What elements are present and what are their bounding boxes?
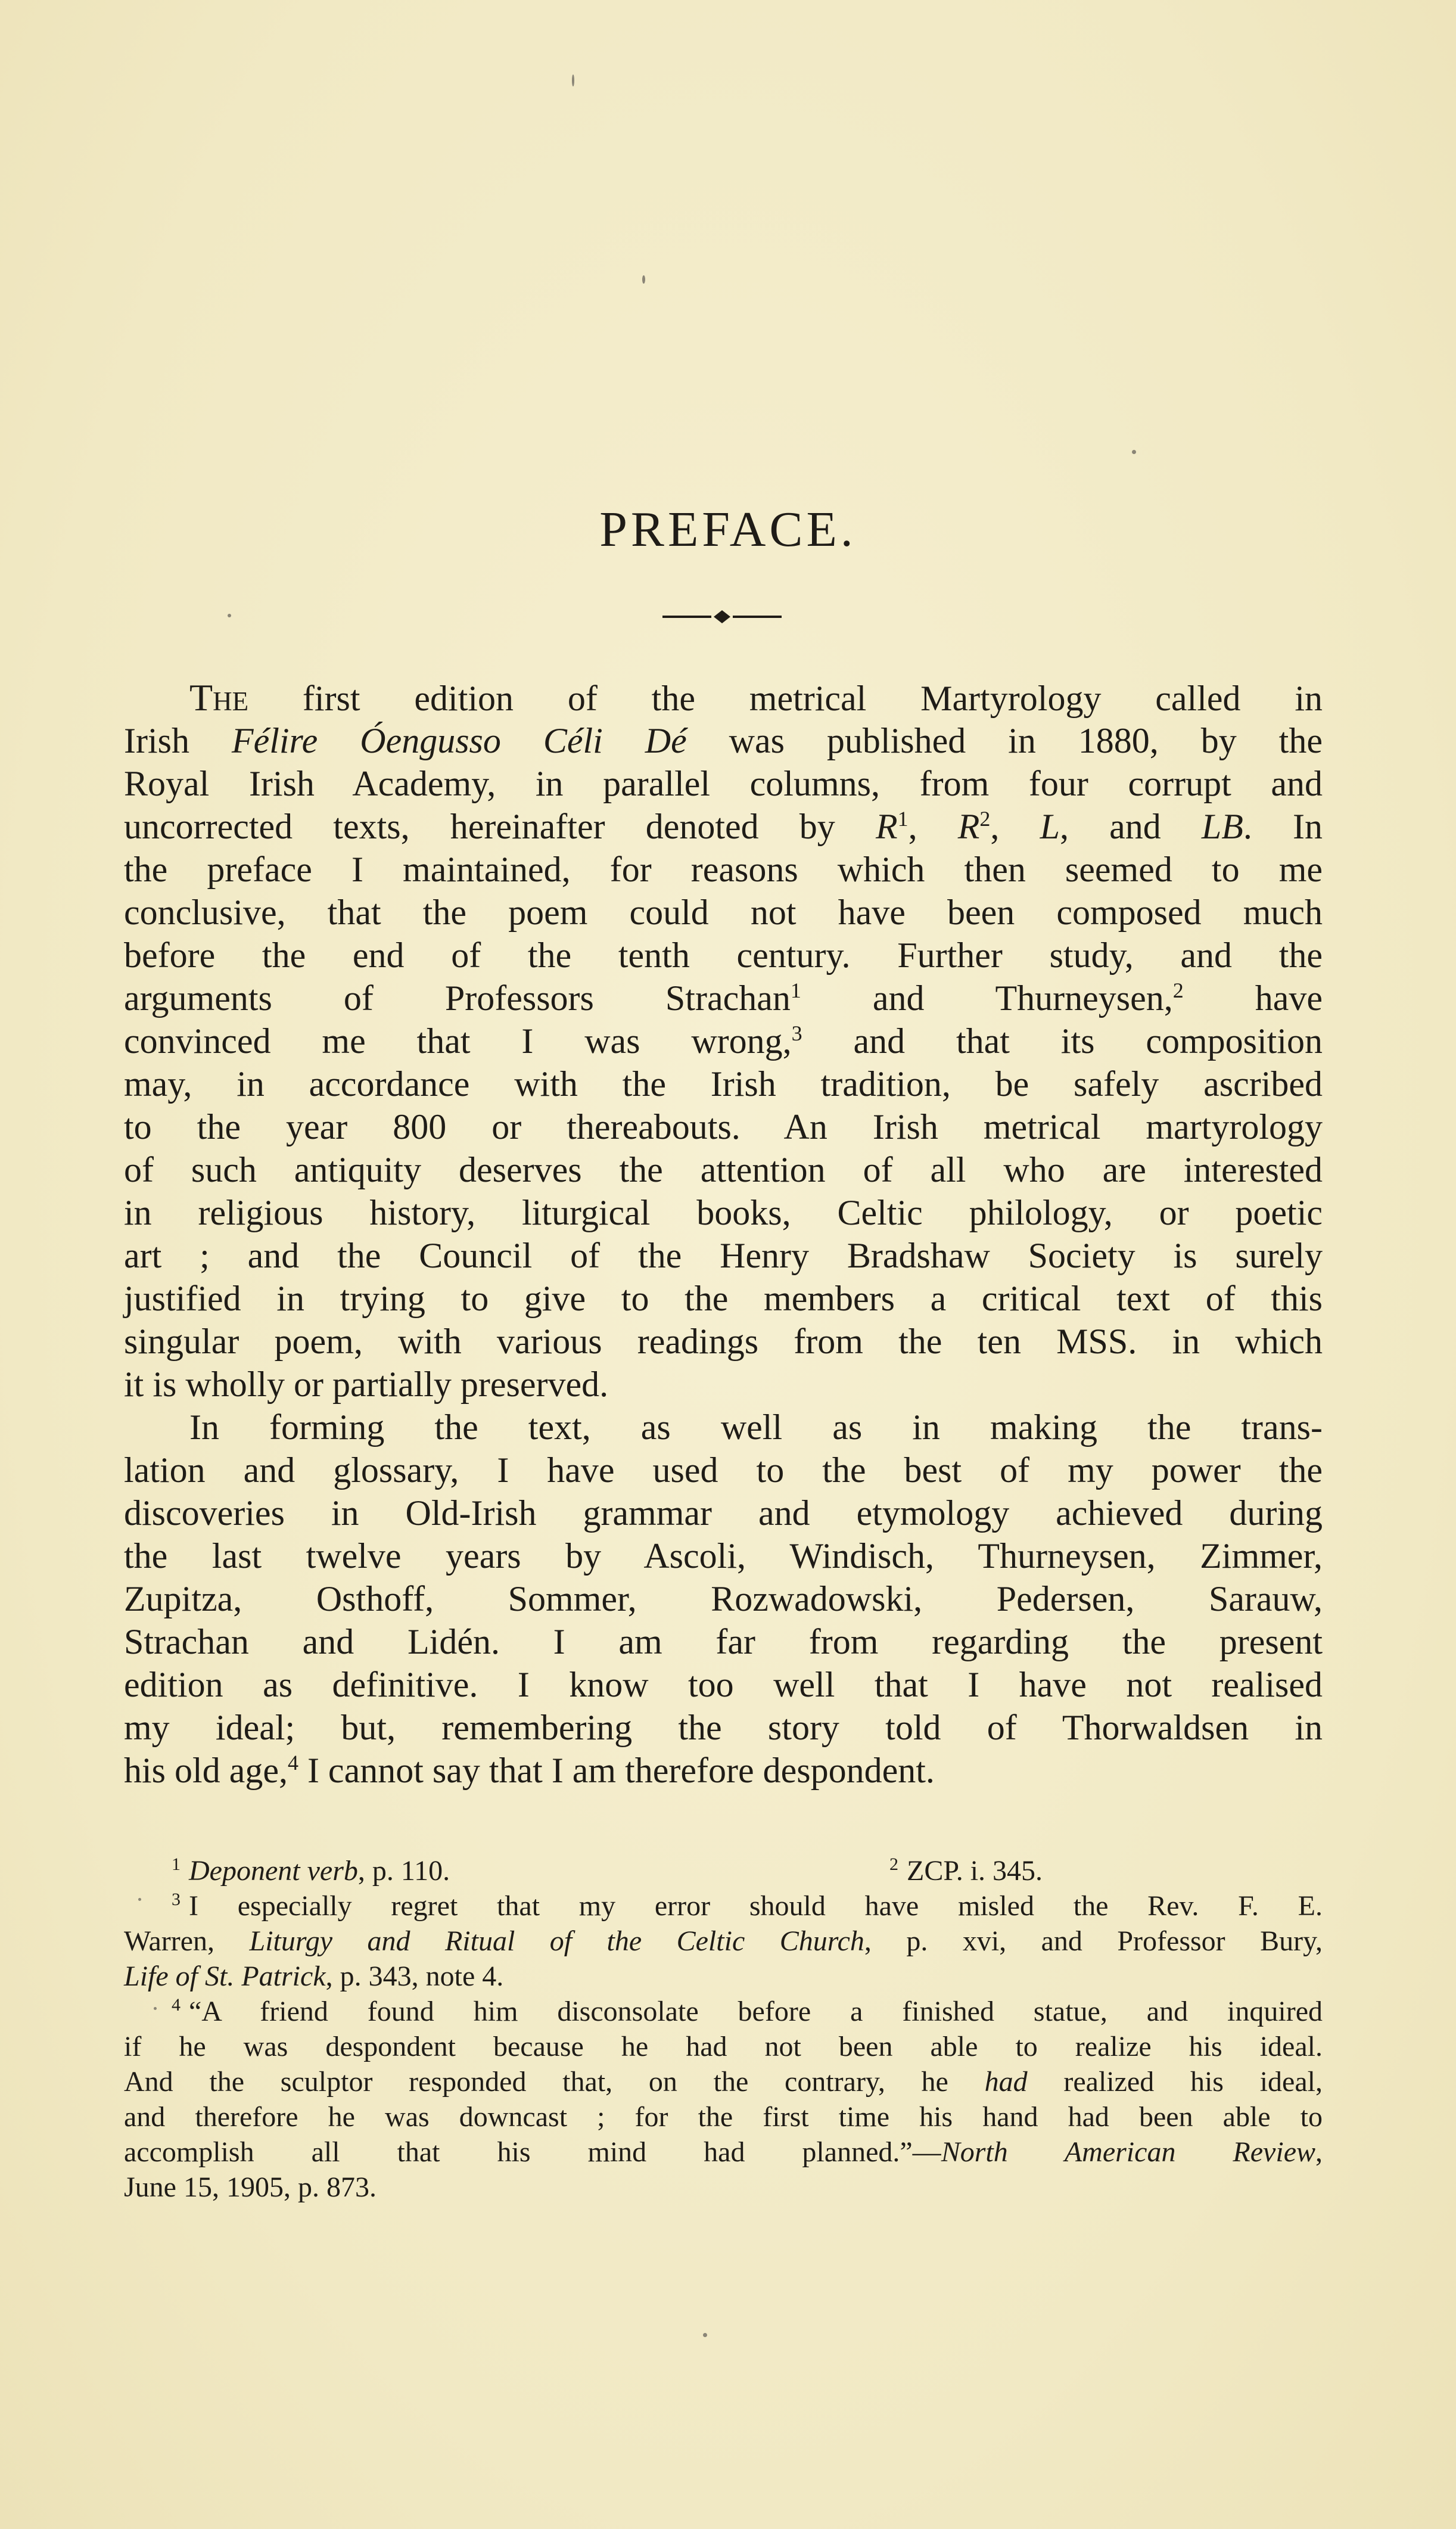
text-line: art ; and the Council of the Henry Bradshaw Society is surely — [124, 1236, 1323, 1275]
text-line: conclusive, that the poem could not have been composed much — [124, 893, 1323, 932]
footnote-number: 1 — [172, 1854, 181, 1874]
text-span: and Thurneysen, — [801, 978, 1173, 1018]
paper-speck — [1132, 450, 1136, 454]
italic-title: Félire Óengusso Céli Dé — [231, 721, 687, 760]
italic-siglum: R — [957, 807, 980, 846]
text-line — [124, 1924, 1323, 1959]
footnote-ref: 2 — [1172, 978, 1184, 1002]
footnote-2 — [889, 1853, 1043, 1888]
text-span: , — [990, 807, 1040, 846]
italic-siglum: LB — [1201, 807, 1243, 846]
text-span: I cannot say that I am therefore despondent. — [298, 1751, 935, 1790]
footnote-number: 4 — [172, 1995, 181, 2015]
italic-title: North American Review — [941, 2136, 1316, 2168]
text-line: singular poem, with various readings from the ten MSS. in which — [124, 1322, 1323, 1361]
drop-word: The — [189, 676, 249, 719]
paper-speck — [138, 1898, 141, 1901]
text-line: the last twelve years by Ascoli, Windisch, Thurneysen, Zimmer, — [124, 1536, 1323, 1576]
text-line — [124, 2135, 1323, 2170]
text-span: arguments of Professors Strachan — [124, 978, 791, 1018]
title-ornament — [662, 608, 782, 626]
text-line: may, in accordance with the Irish tradition, be safely ascribed — [124, 1064, 1323, 1104]
text-line: June 15, 1905, p. 873. — [124, 2171, 377, 2203]
text-line: Zupitza, Osthoff, Sommer, Rozwadowski, Pedersen, Sarauw, — [124, 1579, 1323, 1618]
text-span: accomplish all that his mind had planned.”— — [124, 2136, 941, 2168]
text-span: his old age, — [124, 1751, 288, 1790]
text-line — [124, 2064, 1323, 2099]
text-span: Irish — [124, 721, 232, 760]
text-span: And the sculptor responded that, on the contrary, he — [124, 2066, 985, 2098]
text-line — [124, 805, 1323, 848]
text-line: before the end of the tenth century. Further study, and the — [124, 936, 1323, 975]
footnote-row-1-2 — [124, 1853, 1323, 1888]
text-line: my ideal; but, remembering the story told of Thorwaldsen in — [124, 1708, 1323, 1747]
text-line: it is wholly or partially preserved. — [124, 1365, 609, 1404]
text-span: first edition of the metrical Martyrology called in — [248, 679, 1323, 718]
text-line: lation and glossary, I have used to the best of my power the — [124, 1450, 1323, 1490]
paper-speck — [572, 74, 574, 86]
text-span: was published in 1880, by the — [686, 721, 1323, 760]
footnote-ref: 4 — [287, 1751, 298, 1775]
italic-siglum: R — [875, 807, 898, 846]
text-span: I especially regret that my error should have misled the Rev. F. E. — [189, 1890, 1323, 1922]
text-line: the preface I maintained, for reasons which then seemed to me — [124, 850, 1323, 889]
italic-word: had — [984, 2066, 1028, 2098]
text-span: and that its composition — [802, 1021, 1323, 1061]
paragraph-2 — [124, 1406, 1323, 1792]
text-span: convinced me that I was wrong, — [124, 1021, 792, 1061]
footnotes — [124, 1853, 1323, 2205]
text-span: , p. 343, note 4. — [325, 1961, 504, 1992]
text-span: . In — [1243, 807, 1323, 846]
text-line: and therefore he was downcast ; for the first time his hand had been able to — [124, 2101, 1323, 2133]
paper-speck — [154, 2007, 157, 2010]
superscript: 2 — [979, 807, 991, 831]
text-span: , p. xvi, and Professor Bury, — [864, 1925, 1323, 1957]
text-span: , p. 110. — [357, 1855, 450, 1887]
page-title: PREFACE. — [599, 502, 857, 557]
preface-body — [124, 676, 1323, 1792]
text-span: , — [1315, 2136, 1323, 2168]
italic-title: Life of St. Patrick — [124, 1961, 326, 1992]
footnote-ref: 1 — [790, 978, 801, 1002]
text-line — [124, 1888, 1323, 1924]
text-line: edition as definitive. I know too well that I have not realised — [124, 1665, 1323, 1704]
footnote-4 — [124, 1994, 1323, 2205]
text-span: “A friend found him disconsolate before a finished statue, and inquired — [189, 1996, 1323, 2027]
italic-title: Liturgy and Ritual of the Celtic Church — [249, 1925, 864, 1957]
text-line: In forming the text, as well as in making the trans- — [189, 1408, 1323, 1447]
paper-speck — [642, 275, 645, 284]
text-line — [124, 1749, 1323, 1792]
text-line — [124, 1020, 1323, 1062]
italic-siglum: L — [1040, 807, 1060, 846]
footnote-1 — [172, 1853, 450, 1888]
text-span: Warren, — [124, 1925, 250, 1957]
text-line: of such antiquity deserves the attention of all who are interested — [124, 1150, 1323, 1189]
text-line — [124, 1959, 1323, 1994]
text-line: discoveries in Old-Irish grammar and etymology achieved during — [124, 1493, 1323, 1533]
text-line — [124, 719, 1323, 762]
text-line: to the year 800 or thereabouts. An Irish metrical martyrology — [124, 1107, 1323, 1147]
text-line: justified in trying to give to the members a critical text of this — [124, 1279, 1323, 1318]
text-line — [124, 1994, 1323, 2029]
text-span: realized his ideal, — [1027, 2066, 1323, 2098]
footnote-ref: 3 — [791, 1021, 802, 1045]
text-span: , and — [1059, 807, 1202, 846]
text-line: Strachan and Lidén. I am far from regarding the present — [124, 1622, 1323, 1661]
text-span: have — [1183, 978, 1323, 1018]
paper-speck — [228, 614, 231, 617]
paragraph-1 — [124, 676, 1323, 1406]
text-line — [124, 977, 1323, 1020]
text-span: uncorrected texts, hereinafter denoted by — [124, 807, 876, 846]
footnote-number: 3 — [172, 1890, 181, 1909]
italic-title: Deponent verb — [189, 1855, 358, 1887]
text-span: ZCP. i. 345. — [907, 1855, 1043, 1887]
text-line — [124, 676, 1323, 719]
footnote-number: 2 — [889, 1854, 898, 1874]
superscript: 1 — [897, 807, 909, 831]
paper-speck — [703, 2333, 707, 2337]
text-span: , — [908, 807, 958, 846]
footnote-3 — [124, 1888, 1323, 1994]
text-line: Royal Irish Academy, in parallel columns, from four corrupt and — [124, 764, 1323, 803]
text-line: in religious history, liturgical books, Celtic philology, or poetic — [124, 1193, 1323, 1232]
text-line: if he was despondent because he had not been able to realize his ideal. — [124, 2031, 1323, 2062]
